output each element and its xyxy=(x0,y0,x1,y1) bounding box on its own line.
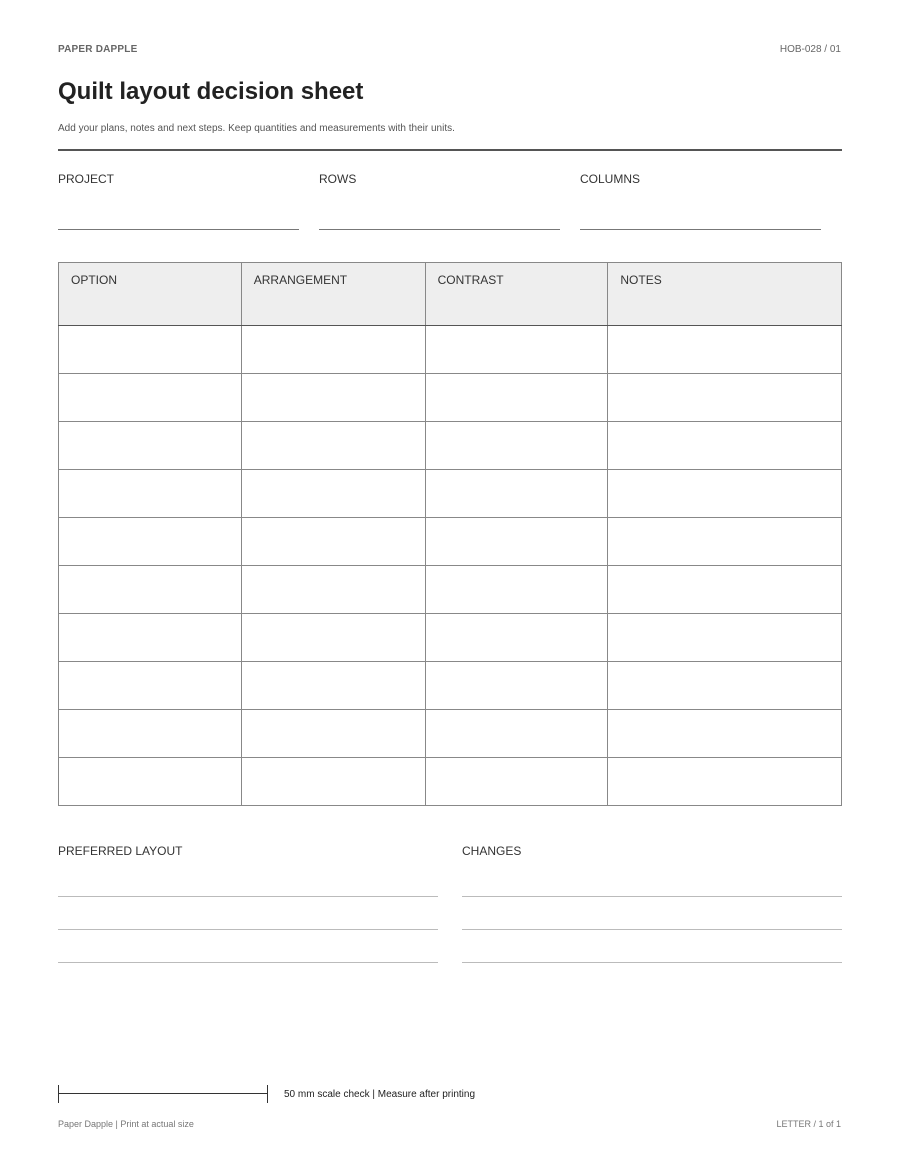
page-title: Quilt layout decision sheet xyxy=(58,78,364,105)
note-line[interactable] xyxy=(58,929,438,930)
table-cell-option[interactable] xyxy=(59,518,242,566)
table-row xyxy=(59,374,842,422)
table-row xyxy=(59,662,842,710)
brand-name: PAPER DAPPLE xyxy=(58,44,138,55)
table-cell-notes[interactable] xyxy=(608,614,842,662)
changes-label: CHANGES xyxy=(462,844,522,858)
table-cell-option[interactable] xyxy=(59,710,242,758)
note-line[interactable] xyxy=(58,962,438,963)
changes-section xyxy=(462,844,842,858)
table-cell-arrangement[interactable] xyxy=(241,374,425,422)
column-header-contrast: CONTRAST xyxy=(425,263,608,326)
header-divider xyxy=(58,149,842,151)
table-body xyxy=(59,326,842,806)
table-cell-notes[interactable] xyxy=(608,374,842,422)
note-line[interactable] xyxy=(462,929,842,930)
scale-bar xyxy=(58,1085,268,1103)
scale-tick-left xyxy=(58,1085,59,1103)
table-cell-arrangement[interactable] xyxy=(241,758,425,806)
table-cell-arrangement[interactable] xyxy=(241,614,425,662)
table-cell-notes[interactable] xyxy=(608,326,842,374)
table-cell-contrast[interactable] xyxy=(425,422,608,470)
scale-tick-right xyxy=(267,1085,268,1103)
table-cell-arrangement[interactable] xyxy=(241,518,425,566)
table-cell-contrast[interactable] xyxy=(425,518,608,566)
table-header-row xyxy=(59,263,842,326)
footer-page-indicator: LETTER / 1 of 1 xyxy=(776,1119,841,1129)
rows-write-line[interactable] xyxy=(319,229,560,230)
table-cell-notes[interactable] xyxy=(608,422,842,470)
table-cell-notes[interactable] xyxy=(608,470,842,518)
table-cell-option[interactable] xyxy=(59,470,242,518)
table-cell-notes[interactable] xyxy=(608,758,842,806)
table-cell-option[interactable] xyxy=(59,422,242,470)
table-cell-notes[interactable] xyxy=(608,710,842,758)
table-cell-option[interactable] xyxy=(59,662,242,710)
table-cell-contrast[interactable] xyxy=(425,614,608,662)
table-cell-contrast[interactable] xyxy=(425,470,608,518)
table-cell-contrast[interactable] xyxy=(425,662,608,710)
form-code: HOB-028 / 01 xyxy=(779,44,841,55)
note-line[interactable] xyxy=(462,896,842,897)
table-cell-arrangement[interactable] xyxy=(241,326,425,374)
table-cell-option[interactable] xyxy=(59,758,242,806)
table-cell-arrangement[interactable] xyxy=(241,566,425,614)
table-cell-option[interactable] xyxy=(59,374,242,422)
rows-field[interactable] xyxy=(319,172,560,186)
table-cell-notes[interactable] xyxy=(608,518,842,566)
preferred-layout-section xyxy=(58,844,438,858)
table-cell-notes[interactable] xyxy=(608,662,842,710)
columns-field[interactable] xyxy=(580,172,821,186)
project-label: PROJECT xyxy=(58,172,115,186)
options-table xyxy=(58,262,842,806)
note-line[interactable] xyxy=(58,896,438,897)
table-row xyxy=(59,518,842,566)
note-line[interactable] xyxy=(462,962,842,963)
table-cell-option[interactable] xyxy=(59,566,242,614)
scale-check-text: 50 mm scale check | Measure after printing xyxy=(284,1089,476,1100)
table-cell-notes[interactable] xyxy=(608,566,842,614)
table-cell-arrangement[interactable] xyxy=(241,422,425,470)
columns-write-line[interactable] xyxy=(580,229,821,230)
page-subtitle: Add your plans, notes and next steps. Keep quantities and measurements with their units. xyxy=(58,123,455,134)
preferred-layout-label: PREFERRED LAYOUT xyxy=(58,844,183,858)
table-row xyxy=(59,326,842,374)
table-row xyxy=(59,422,842,470)
column-header-option: OPTION xyxy=(59,263,242,326)
column-header-notes: NOTES xyxy=(608,263,842,326)
table-cell-contrast[interactable] xyxy=(425,710,608,758)
table-cell-arrangement[interactable] xyxy=(241,662,425,710)
table-cell-option[interactable] xyxy=(59,614,242,662)
project-field[interactable] xyxy=(58,172,299,186)
table-cell-contrast[interactable] xyxy=(425,566,608,614)
project-write-line[interactable] xyxy=(58,229,299,230)
columns-label: COLUMNS xyxy=(580,172,641,186)
table-cell-arrangement[interactable] xyxy=(241,470,425,518)
table-cell-arrangement[interactable] xyxy=(241,710,425,758)
table-row xyxy=(59,614,842,662)
table-row xyxy=(59,758,842,806)
table-cell-contrast[interactable] xyxy=(425,758,608,806)
footer-left-text: Paper Dapple | Print at actual size xyxy=(58,1119,194,1129)
rows-label: ROWS xyxy=(319,172,357,186)
table-cell-option[interactable] xyxy=(59,326,242,374)
table-cell-contrast[interactable] xyxy=(425,326,608,374)
table-row xyxy=(59,710,842,758)
column-header-arrangement: ARRANGEMENT xyxy=(241,263,425,326)
table-row xyxy=(59,470,842,518)
table-row xyxy=(59,566,842,614)
table-cell-contrast[interactable] xyxy=(425,374,608,422)
scale-line xyxy=(58,1093,268,1094)
